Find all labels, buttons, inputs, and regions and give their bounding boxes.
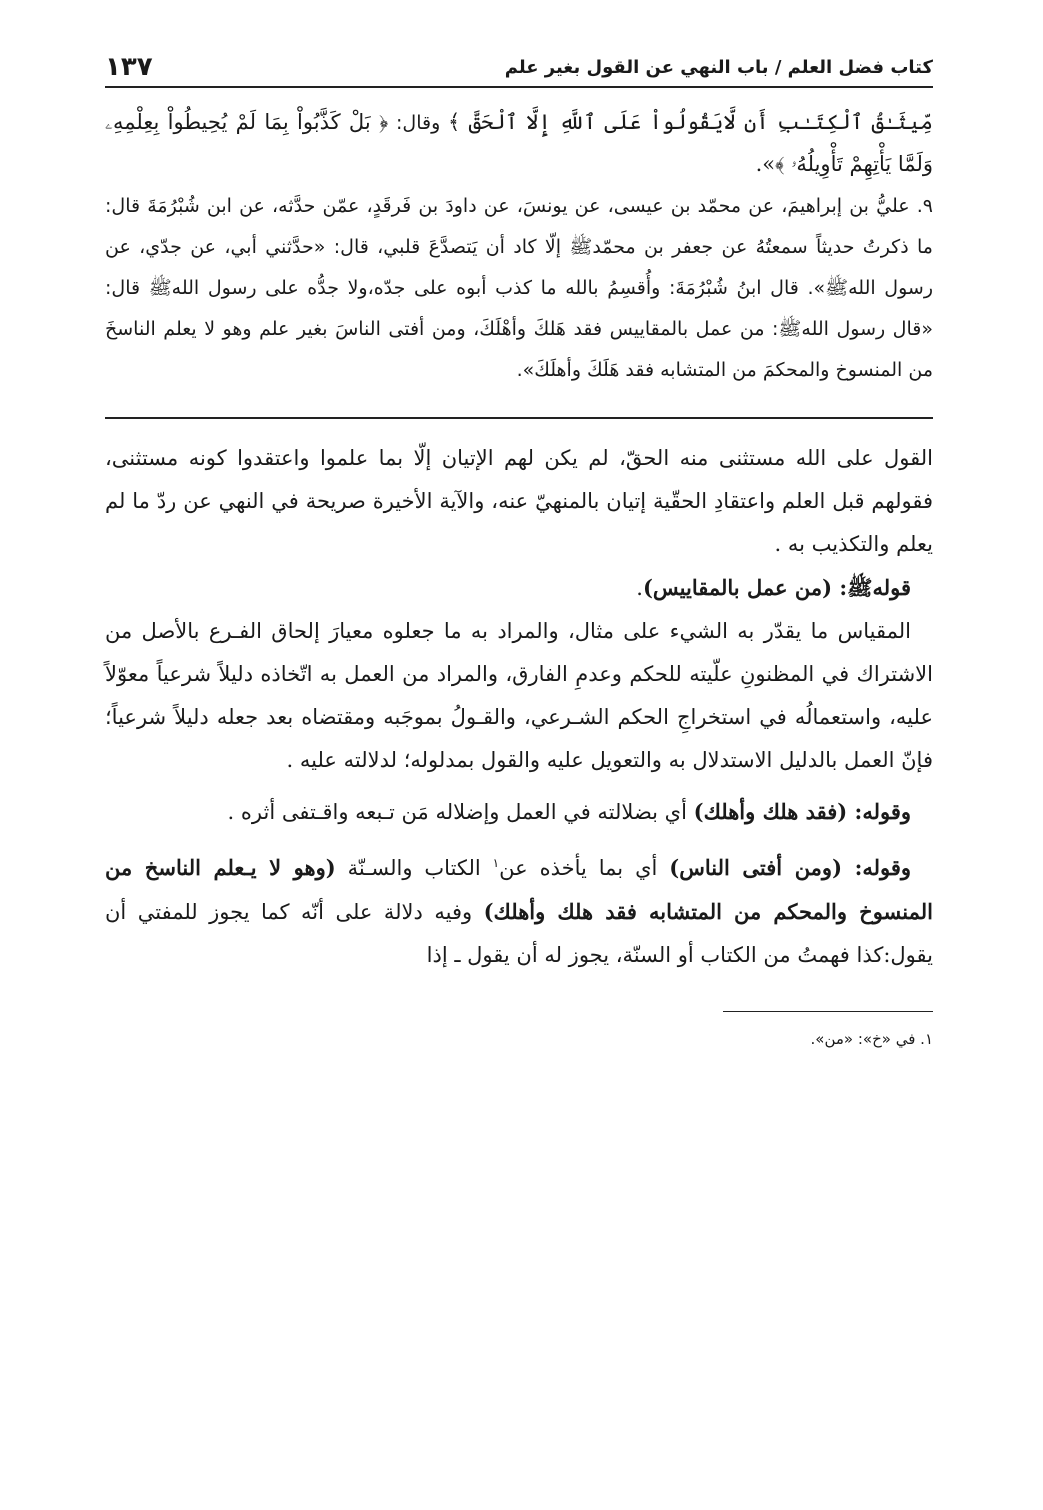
commentary-label: وقوله: <box>842 855 912 880</box>
commentary-label: وقوله: <box>847 799 911 824</box>
running-head: كتاب فضل العلم / باب النهي عن القول بغير علم <box>504 57 933 78</box>
commentary-paragraph-1: القول على الله مستثنى منه الحقّ، لم يكن لهم الإتيان إلّا بما علموا واعتقدوا كونه مستثنى، فقولهم قبل العلم واعتقادِ الحقّية إتيان بالمنهيّ عنه، والآية الأخيرة صريحة في النهي عن ردّ ما لم يعلم والتكذيب به . <box>105 446 933 556</box>
commentary-quote: (من عمل بالمقاييس) <box>642 575 833 600</box>
quran-verse-second: ﴿ بَلْ كَذَّبُواْ بِمَا لَمْ يُحِيطُواْ بِعِلْمِهِۦ وَلَمَّا يَأْتِهِمْ تَأْوِيلُهُۥ ﴾». <box>105 110 933 176</box>
section-divider <box>105 417 933 419</box>
commentary-text: وفيه دلالة على أنّه كما يجوز للمفتي أن يقول:كذا فهمتُ من الكتاب أو السنّة، يجوز له أن يقول ـ إذا <box>105 900 933 967</box>
commentary-label: قولهﷺ: <box>832 575 911 600</box>
commentary-quote: (فقد هلك وأهلك) <box>693 799 848 824</box>
footnote-divider <box>723 1011 933 1012</box>
qala-text: وقال: <box>388 112 448 134</box>
footnote-marker[interactable]: ١ <box>492 856 500 870</box>
commentary-quote: (وهو لا يـعلم الناسخ من المنسوخ والمحكم من المتشابه فقد هلك وأهلك) <box>105 855 933 924</box>
page-number: ١٣٧ <box>105 52 153 82</box>
footnote: ١. في «خ»: «من». <box>810 1030 933 1048</box>
commentary-text: الكتاب والسـنّة <box>335 856 493 880</box>
page-header <box>105 28 933 88</box>
commentary-text: أي بضلالته في العمل وإضلاله مَن تـبعه واقـتفى أثره . <box>227 800 694 824</box>
punctuation: . <box>636 576 643 600</box>
commentary-heading-maqayis <box>105 566 933 610</box>
hadith-9: ٩. عليُّ بن إبراهيمَ، عن محمّد بن عيسى، عن يونسَ، عن داودَ بن فَرقَدٍ، عمّن حدَّثه، عن ابن شُبْرُمَةَ قال: ما ذكرتُ حديثاً سمعتُهُ عن جعفر بن محمّدﷺ إلّا كاد أن يَتصدَّعَ قلبي، قال: «حدَّثني أبي، عن جدّي، عن رسول اللهﷺ». قال ابنُ شُبْرُمَةَ: وأُقسِمُ بالله ما كذب أبوه على جدّه،ولا جدُّه على رسول اللهﷺ قال: «قال رسول اللهﷺ: من عمل بالمقاييس فقد هَلكَ وأهْلَكَ، ومن أفتى الناسَ بغير علم وهو لا يعلم الناسخَ من المنسوخ والمحكمَ من المتشابه فقد هَلَكَ وأهلَكَ». <box>105 195 933 381</box>
quran-continuation <box>105 102 933 186</box>
commentary-paragraph-3: المقياس ما يقدّر به الشيء على مثال، والمراد به ما جعلوه معيارَ إلحاق الفـرع بالأصل من الاشتراك في المظنونِ علّيته للحكم وعدمِ الفارق، والمراد من العمل به اتّخاذه دليلاً شرعياً معوّلاً عليه، واستعمالُه في استخراجِ الحكم الشـرعي، والقـولُ بموجَبه ومقتضاه بعد جعله دليلاً شرعياً؛ فإنّ العمل بالدليل الاستدلال به والتعويل عليه والقول بمدلوله؛ لدلالته عليه . <box>105 619 933 772</box>
commentary-section <box>105 437 933 977</box>
commentary-quote: (ومن أفتى الناس) <box>669 855 843 880</box>
commentary-paragraph-4 <box>105 790 933 834</box>
commentary-text: أي بما يأخذه عن <box>499 856 670 880</box>
hadith-section <box>105 102 933 391</box>
commentary-paragraph-5 <box>105 842 933 977</box>
quran-verse-ending: مِّيثَـٰقُ ٱلْكِتَـٰبِ أَن لَّايَقُولُواْ عَلَى ٱللَّهِ إِلَّا ٱلْحَقَّ ﴾ <box>447 110 933 134</box>
book-page <box>105 28 933 1048</box>
